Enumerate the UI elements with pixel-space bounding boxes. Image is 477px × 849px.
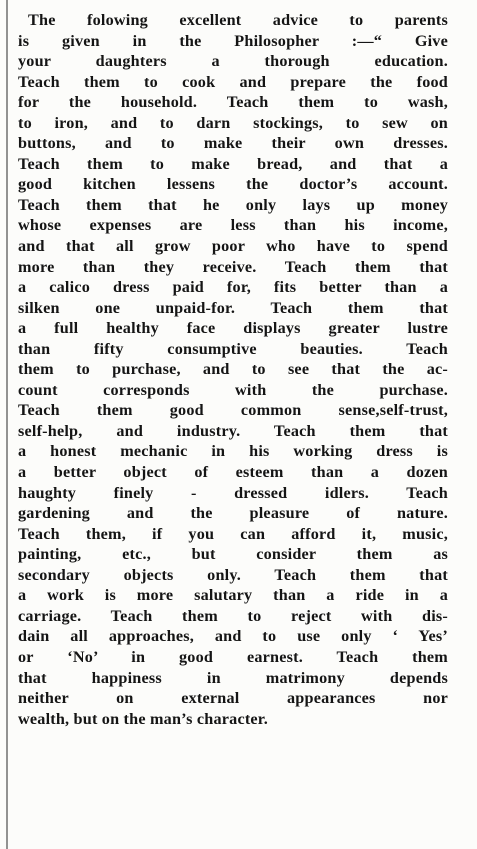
article-line: The folowing excellent advice to parents bbox=[28, 11, 448, 29]
article-text bbox=[18, 10, 448, 729]
article-line: Teach them to make bread, and that a bbox=[18, 154, 448, 173]
article-line: wealth, but on the man’s character. bbox=[18, 709, 268, 728]
article-line: Teach them that he only lays up money bbox=[18, 195, 448, 214]
article-line: haughty finely - dressed idlers. Teach bbox=[18, 483, 448, 502]
article-line: and that all grow poor who have to spend bbox=[18, 237, 448, 256]
article-line: them to purchase, and to see that the ac- bbox=[18, 360, 448, 379]
article-line: buttons, and to make their own dresses. bbox=[18, 134, 448, 153]
article-line: count corresponds with the purchase. bbox=[18, 380, 448, 399]
article-line: Teach them good common sense,self-trust, bbox=[18, 401, 448, 420]
article-line: than fifty consumptive beauties. Teach bbox=[18, 339, 448, 358]
article-line: dain all approaches, and to use only ‘ Yes’ bbox=[18, 627, 448, 646]
article-line: that happiness in matrimony depends bbox=[18, 668, 448, 687]
article-line: a honest mechanic in his working dress is bbox=[18, 442, 448, 461]
column-rule bbox=[6, 0, 8, 849]
article-line: to iron, and to darn stockings, to sew on bbox=[18, 113, 448, 132]
article-line: a work is more salutary than a ride in a bbox=[18, 586, 448, 605]
article-line: neither on external appearances nor bbox=[18, 689, 448, 708]
article-line: Teach them, if you can afford it, music, bbox=[18, 524, 448, 543]
article-line: self-help, and industry. Teach them that bbox=[18, 421, 448, 440]
article-line: Teach them to cook and prepare the food bbox=[18, 72, 448, 91]
article-line: gardening and the pleasure of nature. bbox=[18, 504, 448, 523]
article-line: whose expenses are less than his income, bbox=[18, 216, 448, 235]
article-line: a calico dress paid for, fits better than a bbox=[18, 278, 448, 297]
article-line: is given in the Philosopher :—“ Give bbox=[18, 31, 448, 50]
article-line: secondary objects only. Teach them that bbox=[18, 565, 448, 584]
article-line: carriage. Teach them to reject with dis- bbox=[18, 606, 448, 625]
article-line: or ‘No’ in good earnest. Teach them bbox=[18, 647, 448, 666]
article-line: painting, etc., but consider them as bbox=[18, 545, 448, 564]
article-line: more than they receive. Teach them that bbox=[18, 257, 448, 276]
article-line: silken one unpaid-for. Teach them that bbox=[18, 298, 448, 317]
article-line: a better object of esteem than a dozen bbox=[18, 463, 448, 482]
article-line: for the household. Teach them to wash, bbox=[18, 93, 448, 112]
article-line: a full healthy face displays greater lustre bbox=[18, 319, 448, 338]
article-line: good kitchen lessens the doctor’s account. bbox=[18, 175, 448, 194]
article-line: your daughters a thorough education. bbox=[18, 52, 448, 71]
